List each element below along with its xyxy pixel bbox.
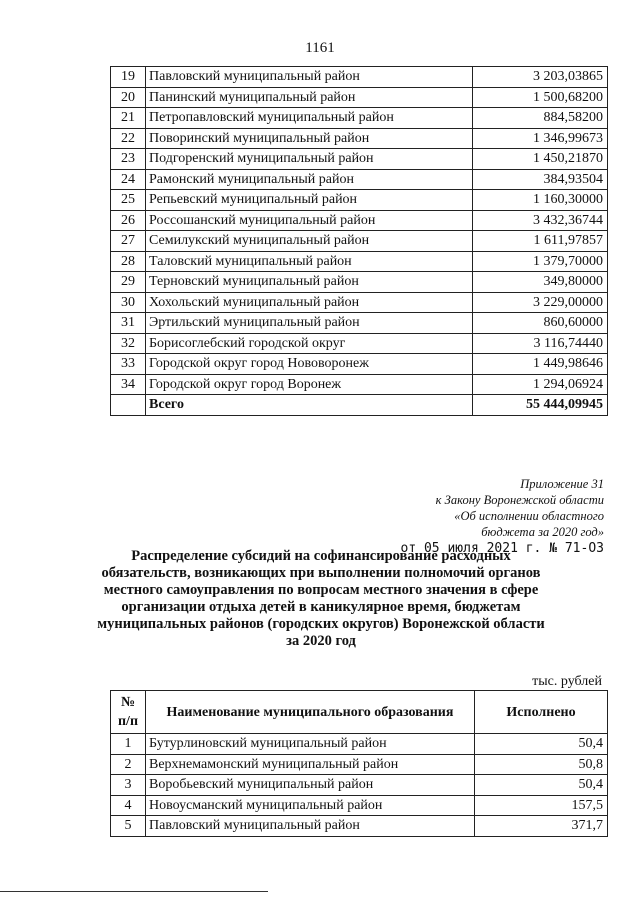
municipality-name: Городской округ город Нововоронеж (146, 354, 473, 375)
municipality-name: Эртильский муниципальный район (146, 313, 473, 334)
amount: 349,80000 (473, 272, 608, 293)
amount: 157,5 (475, 795, 608, 816)
amount: 1 294,06924 (473, 374, 608, 395)
row-number: 31 (111, 313, 146, 334)
row-number: 23 (111, 149, 146, 170)
row-number: 34 (111, 374, 146, 395)
amount: 3 116,74440 (473, 333, 608, 354)
title-line: за 2020 год (286, 633, 356, 649)
amount: 1 450,21870 (473, 149, 608, 170)
title-line: Распределение субсидий на софинансирование расходных (131, 548, 511, 564)
amount: 50,8 (475, 754, 608, 775)
municipality-name: Рамонский муниципальный район (146, 169, 473, 190)
table-row (111, 67, 608, 88)
amount: 1 379,70000 (473, 251, 608, 272)
row-number: 27 (111, 231, 146, 252)
amount: 1 160,30000 (473, 190, 608, 211)
total-amount: 55 444,09945 (473, 395, 608, 416)
municipality-name: Новоусманский муниципальный район (146, 795, 475, 816)
table-row (111, 313, 608, 334)
table2-header (111, 691, 608, 734)
municipality-name: Верхнемамонский муниципальный район (146, 754, 475, 775)
appendix-law-title-2: бюджета за 2020 год» (481, 525, 604, 539)
title-line: организации отдыха детей в каникулярное время, бюджетам (121, 599, 521, 615)
units-label: тыс. рублей (532, 674, 602, 689)
header-row (111, 691, 608, 734)
page-number: 1161 (305, 40, 335, 56)
title-line: местного самоуправления по вопросам местного значения в сфере (103, 582, 539, 598)
row-number: 30 (111, 292, 146, 313)
table-row (111, 374, 608, 395)
row-number: 33 (111, 354, 146, 375)
row-number: 22 (111, 128, 146, 149)
municipality-name: Поворинский муниципальный район (146, 128, 473, 149)
table-row (111, 87, 608, 108)
table-row (111, 754, 608, 775)
row-number: 32 (111, 333, 146, 354)
amount: 1 611,97857 (473, 231, 608, 252)
amount: 50,4 (475, 734, 608, 755)
amount: 3 432,36744 (473, 210, 608, 231)
row-number: 20 (111, 87, 146, 108)
table-row (111, 292, 608, 313)
table-row (111, 272, 608, 293)
amount: 3 229,00000 (473, 292, 608, 313)
municipality-name: Россошанский муниципальный район (146, 210, 473, 231)
row-number: 21 (111, 108, 146, 129)
row-number: 5 (111, 816, 146, 837)
row-number: 25 (111, 190, 146, 211)
municipality-name: Подгоренский муниципальный район (146, 149, 473, 170)
municipality-name: Борисоглебский городской округ (146, 333, 473, 354)
amount: 50,4 (475, 775, 608, 796)
row-number: 29 (111, 272, 146, 293)
row-number: 3 (111, 775, 146, 796)
subsidy-table (110, 690, 608, 837)
municipality-name: Панинский муниципальный район (146, 87, 473, 108)
amount: 384,93504 (473, 169, 608, 190)
amount: 1 346,99673 (473, 128, 608, 149)
column-header-value: Исполнено (475, 691, 608, 734)
column-header-name: Наименование муниципального образования (146, 691, 475, 734)
table-row (111, 775, 608, 796)
row-number: 26 (111, 210, 146, 231)
amount: 3 203,03865 (473, 67, 608, 88)
municipality-name: Репьевский муниципальный район (146, 190, 473, 211)
appendix-law-title-1: «Об исполнении областного (454, 509, 604, 523)
total-empty-cell (111, 395, 146, 416)
table-row (111, 210, 608, 231)
municipality-name: Воробьевский муниципальный район (146, 775, 475, 796)
table-row (111, 816, 608, 837)
table-row (111, 108, 608, 129)
column-header-number (111, 691, 146, 734)
table-row (111, 333, 608, 354)
table1-body (111, 67, 608, 416)
number-sign: № (120, 695, 136, 710)
footer-divider (0, 891, 268, 892)
amount: 371,7 (475, 816, 608, 837)
municipality-name: Павловский муниципальный район (146, 816, 475, 837)
table-row (111, 190, 608, 211)
title-line: обязательств, возникающих при выполнении полномочий органов (101, 565, 541, 581)
municipality-name: Терновский муниципальный район (146, 272, 473, 293)
amount: 860,60000 (473, 313, 608, 334)
municipality-name: Петропавловский муниципальный район (146, 108, 473, 129)
title-line: муниципальных районов (городских округов) Воронежской области (97, 616, 545, 632)
table-row (111, 734, 608, 755)
municipality-name: Таловский муниципальный район (146, 251, 473, 272)
table-row (111, 169, 608, 190)
total-label: Всего (146, 395, 473, 416)
amount: 884,58200 (473, 108, 608, 129)
amount: 1 500,68200 (473, 87, 608, 108)
municipality-name: Семилукский муниципальный район (146, 231, 473, 252)
row-number: 2 (111, 754, 146, 775)
row-number: 19 (111, 67, 146, 88)
document-title (96, 548, 546, 650)
table-row (111, 231, 608, 252)
appendix-number: Приложение 31 (520, 477, 604, 491)
table2-body (111, 734, 608, 837)
municipality-name: Городской округ город Воронеж (146, 374, 473, 395)
row-number: 24 (111, 169, 146, 190)
table-row (111, 128, 608, 149)
municipality-name: Бутурлиновский муниципальный район (146, 734, 475, 755)
appendix-law-ref: к Закону Воронежской области (435, 493, 604, 507)
number-abbr: п/п (117, 714, 139, 729)
table-row (111, 149, 608, 170)
municipality-name: Хохольский муниципальный район (146, 292, 473, 313)
row-number: 28 (111, 251, 146, 272)
row-number: 4 (111, 795, 146, 816)
appendix-date-number: от 05 июля 2021 г. № 71-ОЗ (400, 541, 604, 556)
municipality-name: Павловский муниципальный район (146, 67, 473, 88)
row-number: 1 (111, 734, 146, 755)
total-row (111, 395, 608, 416)
appendix-caption (401, 476, 605, 558)
table-row (111, 354, 608, 375)
subsidy-table-continuation (110, 66, 608, 416)
amount: 1 449,98646 (473, 354, 608, 375)
table-row (111, 795, 608, 816)
table-row (111, 251, 608, 272)
